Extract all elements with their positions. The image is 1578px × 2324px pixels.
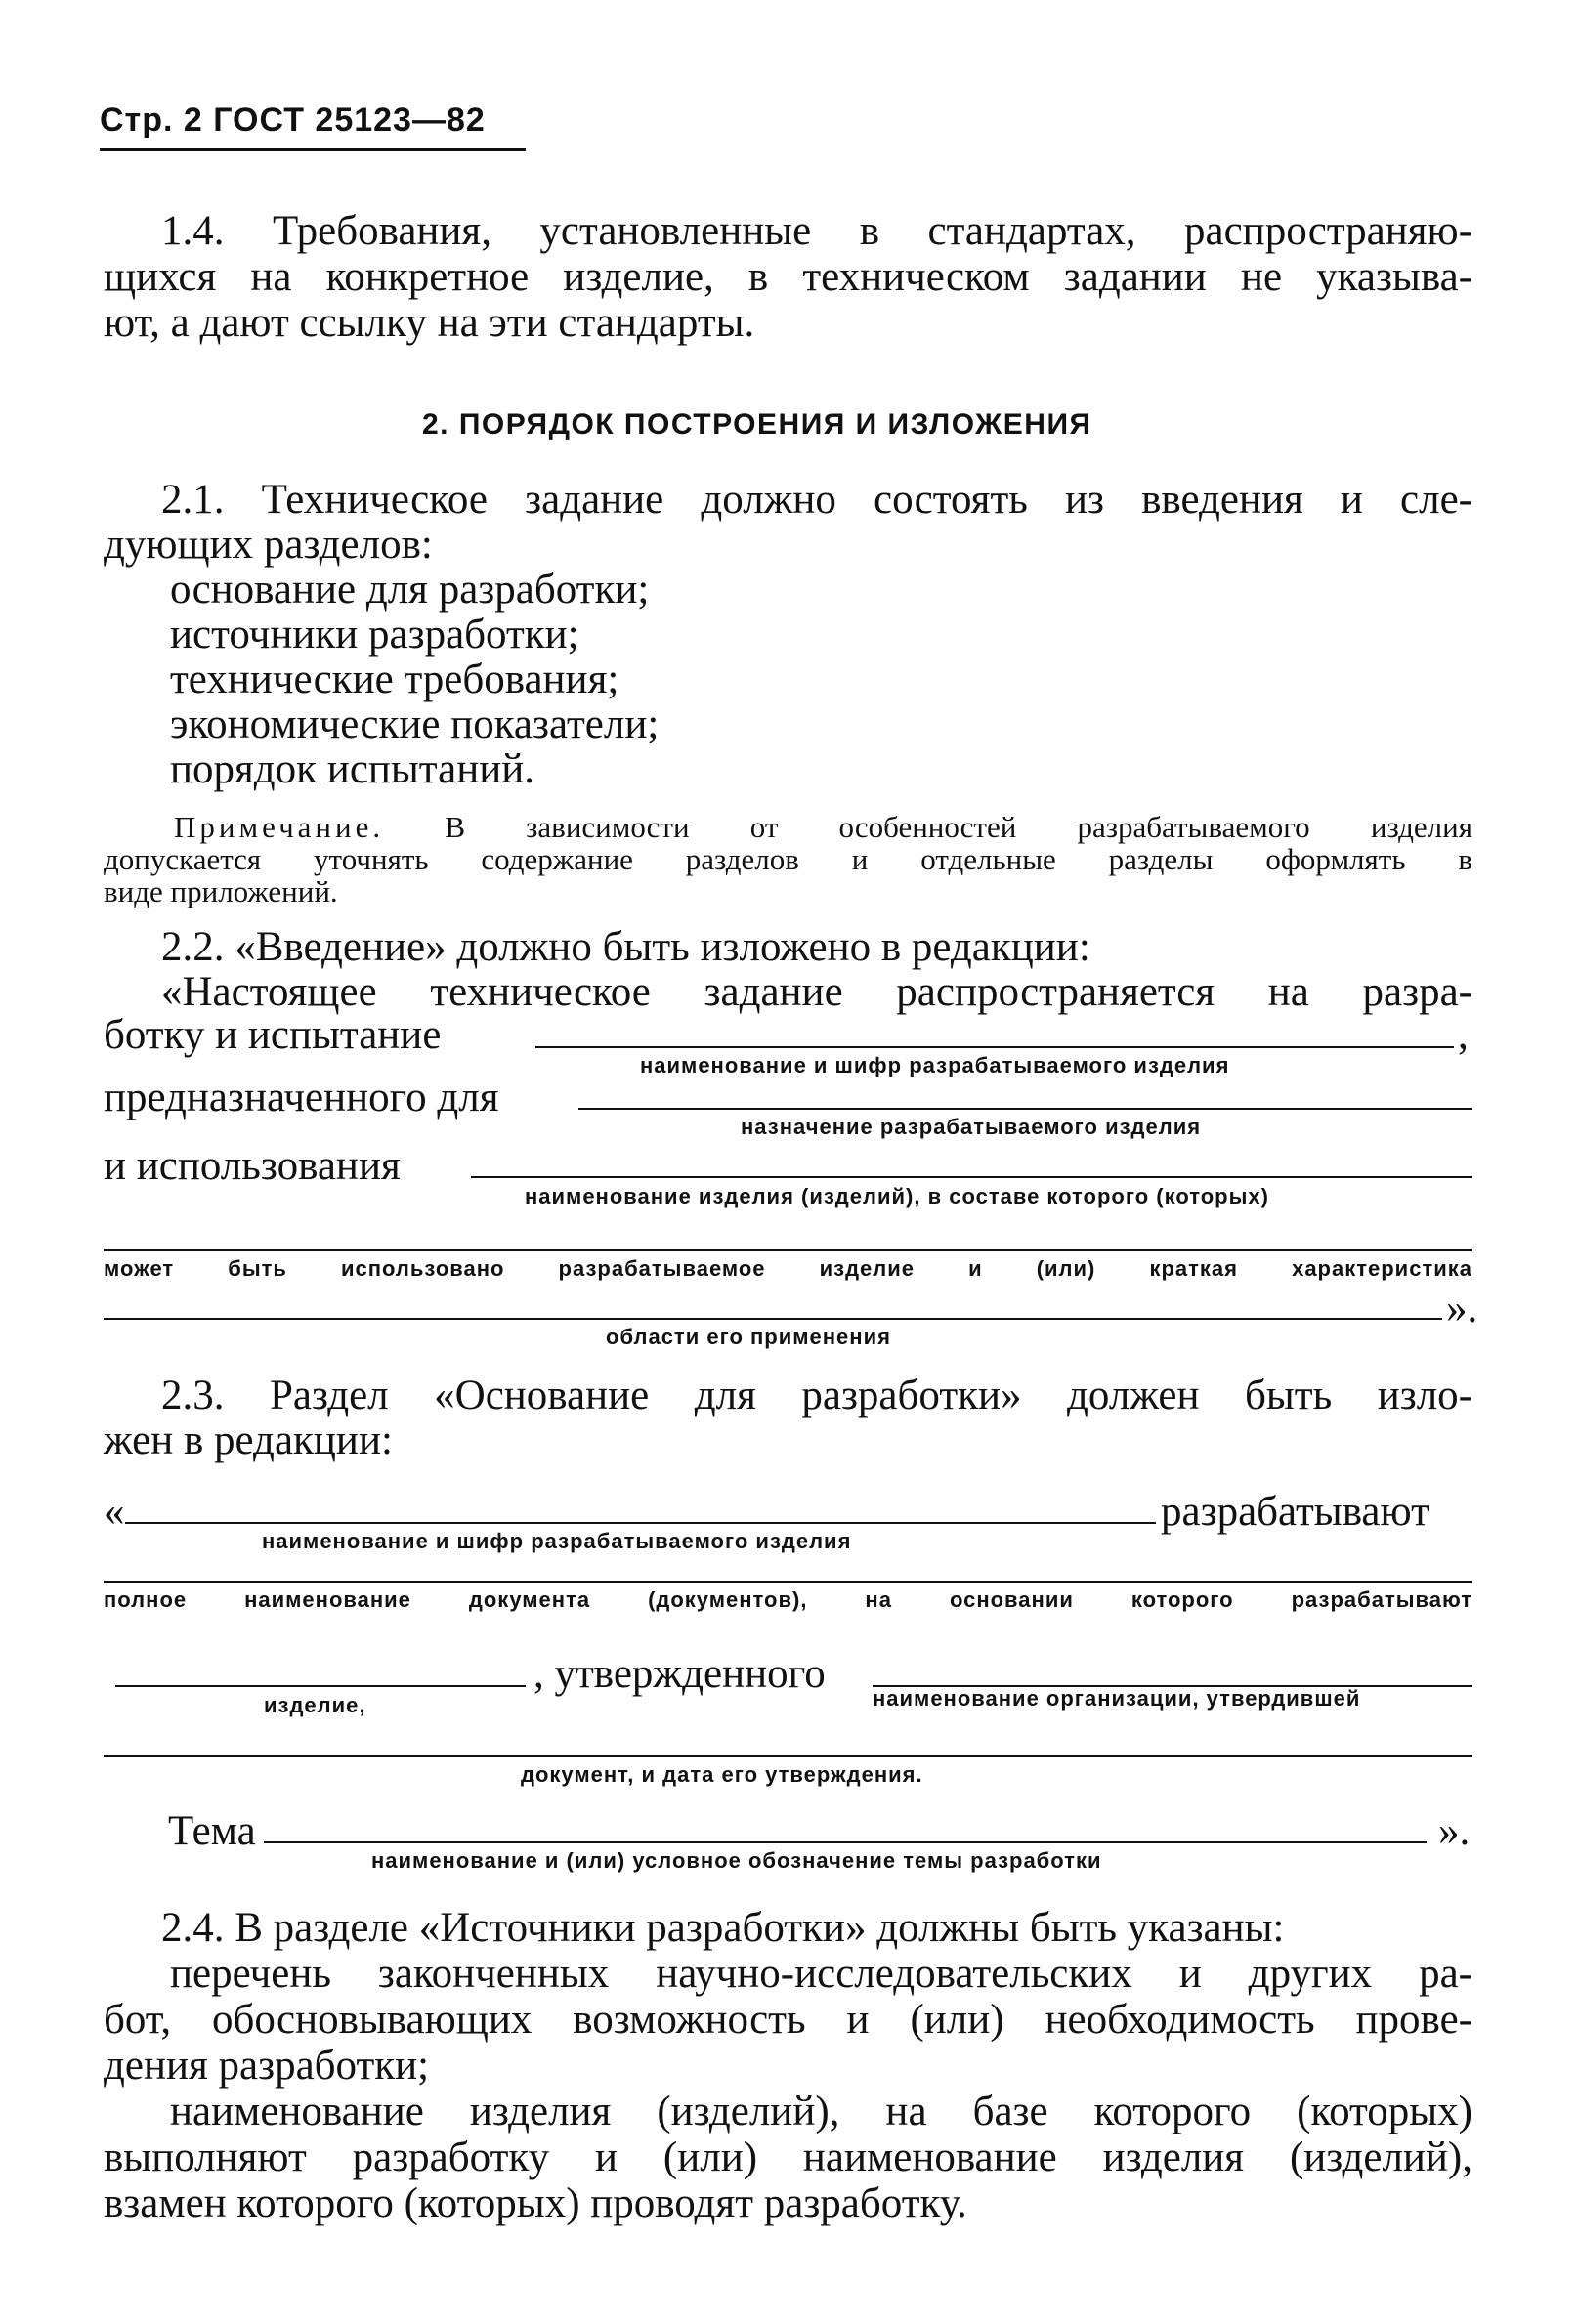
fill-line xyxy=(264,1841,1427,1843)
fill-line xyxy=(104,1249,1472,1251)
para-2-4-line-4: дения разработки; xyxy=(104,2043,430,2089)
field-caption: документ, и дата его утверждения. xyxy=(521,1762,923,1787)
para-2-2-line-2: ботку и испытание xyxy=(104,1012,442,1058)
para-2-3-line-1: 2.3. Раздел «Основание для разработки» должен быть изло- xyxy=(161,1373,1472,1418)
fill-line xyxy=(104,1755,1472,1757)
para-2-3-line-3-end: разрабатывают xyxy=(1161,1489,1429,1535)
fill-line xyxy=(115,1685,526,1687)
para-2-4-line-2: перечень законченных научно-исследовательских и других ра- xyxy=(170,1951,1472,1997)
field-caption: полное наименование документа (документов), на основании которого разрабатывают xyxy=(104,1587,1472,1612)
fill-line xyxy=(104,1318,1442,1320)
note-line-1: Примечание. В зависимости от особенностей разрабатываемого изделия xyxy=(174,810,1472,844)
fill-line xyxy=(535,1046,1454,1048)
field-caption: может быть использовано разрабатываемое изделие и (или) краткая характеристика xyxy=(104,1256,1472,1281)
fill-line xyxy=(578,1108,1472,1110)
field-caption: наименование и шифр разрабатываемого изделия xyxy=(262,1529,852,1553)
list-item: основание для разработки; xyxy=(170,567,650,613)
fill-line xyxy=(125,1522,1156,1524)
para-2-3-line-4: , утвержденного xyxy=(533,1651,826,1697)
field-caption: наименование организации, утвердившей xyxy=(873,1686,1361,1711)
list-item: порядок испытаний. xyxy=(170,746,534,792)
para-2-2-line-1: «Настоящее техническое задание распространяется на разра- xyxy=(161,969,1472,1015)
field-caption: наименование и шифр разрабатываемого изделия xyxy=(640,1053,1230,1077)
note-line-3: виде приложений. xyxy=(104,874,338,908)
field-caption: наименование изделия (изделий), в составе которого (которых) xyxy=(525,1184,1269,1208)
section-title: 2. ПОРЯДОК ПОСТРОЕНИЯ И ИЗЛОЖЕНИЯ xyxy=(422,408,1092,441)
para-2-1-line-2: дующих разделов: xyxy=(104,522,433,568)
list-item: источники разработки; xyxy=(170,612,579,657)
tema-end-quote: ». xyxy=(1438,1808,1471,1854)
tema-label: Тема xyxy=(168,1808,256,1854)
para-2-4-line-7: взамен которого (которых) проводят разработку. xyxy=(104,2180,967,2226)
fill-line xyxy=(471,1176,1472,1178)
note-label: Примечание. xyxy=(174,810,385,844)
field-caption: изделие, xyxy=(264,1693,366,1717)
para-2-2-title: 2.2. «Введение» должно быть изложено в редакции: xyxy=(161,924,1090,970)
para-2-4-line-5: наименование изделия (изделий), на базе которого (которых) xyxy=(170,2089,1472,2134)
field-caption: области его применения xyxy=(606,1325,891,1349)
para-2-2-line-3: предназначенного для xyxy=(104,1075,499,1120)
fill-line xyxy=(104,1581,1472,1583)
para-2-4-line-6: выполняют разработку и (или) наименование изделия (изделий), xyxy=(104,2134,1472,2180)
para-2-4-line-3: бот, обосновывающих возможность и (или) необходимость прове- xyxy=(104,1997,1472,2043)
page-header: Стр. 2 ГОСТ 25123—82 xyxy=(100,102,486,139)
para-1-4-line-3: ют, а дают ссылку на эти стандарты. xyxy=(104,300,755,346)
para-2-2-end-quote: ». xyxy=(1446,1286,1478,1331)
para-2-3-line-2: жен в редакции: xyxy=(104,1417,393,1463)
field-caption: наименование и (или) условное обозначение темы разработки xyxy=(371,1848,1102,1873)
para-1-4-line-2: щихся на конкретное изделие, в техническом задании не указыва- xyxy=(104,254,1472,300)
header-rule xyxy=(100,148,526,151)
list-item: технические требования; xyxy=(170,656,619,702)
para-2-1-line-1: 2.1. Техническое задание должно состоять из введения и сле- xyxy=(161,477,1472,523)
field-caption: назначение разрабатываемого изделия xyxy=(741,1115,1202,1139)
para-2-2-line-4: и использования xyxy=(104,1143,401,1189)
list-item: экономические показатели; xyxy=(170,701,660,747)
para-1-4-line-1: 1.4. Требования, установленные в стандартах, распространяю- xyxy=(161,208,1472,254)
open-quote: « xyxy=(104,1489,125,1535)
note-line-2: допускается уточнять содержание разделов и отдельные разделы оформлять в xyxy=(104,842,1472,876)
para-2-2-comma: , xyxy=(1458,1012,1469,1058)
para-2-4-line-1: 2.4. В разделе «Источники разработки» должны быть указаны: xyxy=(161,1905,1285,1951)
